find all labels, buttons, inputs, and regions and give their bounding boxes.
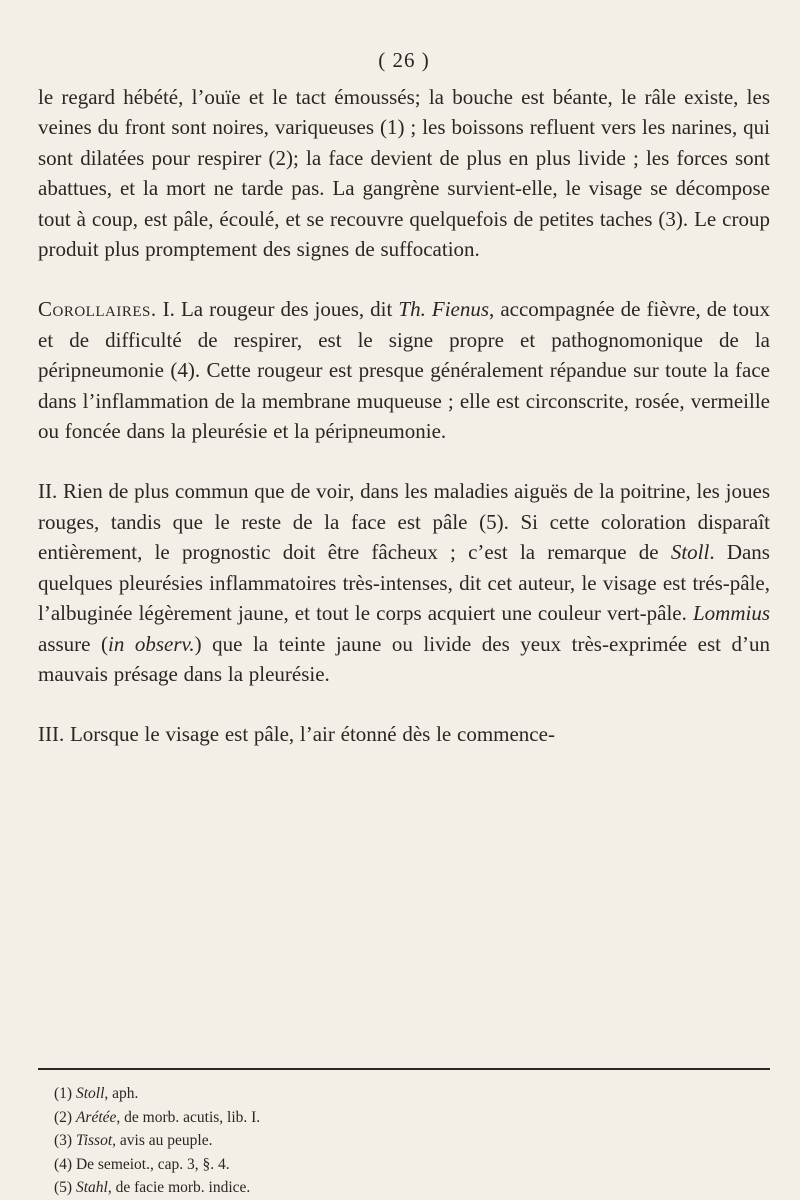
- corollary-2-text-c: assure (: [38, 631, 109, 656]
- footnote-5: [54, 1176, 754, 1200]
- footnote-ref: , de facie morb. indice.: [107, 1179, 251, 1196]
- footnote-author: Stahl: [75, 1179, 108, 1196]
- corollary-1-text-b: , accompagnée de fièvre, de toux et de difficulté de respirer, est le signe propre et pathognomonique de la péripneumonie (4). Cette rougeur est presque généralement répandue sur toute la face dans l’inflammation de la membrane muqueuse ; elle est circonscrite, rosée, vermeille ou foncée dans la pleurésie et la péripneumonie.: [38, 297, 770, 444]
- footnote-author: Stoll: [75, 1085, 105, 1102]
- corollary-1-text-a: I. La rougeur des joues, dit: [162, 297, 399, 322]
- corollary-2-text-b: . Dans quelques pleurésies inflammatoires très-intenses, dit cet auteur, le visage est trés-pâle, l’albuginée légèrement jaune, et tout le corps acquiert une couleur vert-pâle.: [38, 540, 770, 626]
- corollary-2-text-a: II. Rien de plus commun que de voir, dans les maladies aiguës de la poitrine, les joues rouges, tandis que le reste de la face est pâle (5). Si cette coloration disparaît entièrement, le prognostic doit être fâcheux ; c’est la remarque de: [38, 479, 770, 565]
- footnote-ref: , avis au peuple.: [112, 1132, 213, 1149]
- footnote-author: Tissot: [75, 1132, 113, 1149]
- page-number: ( 26 ): [378, 48, 430, 72]
- footnote-mark: (3): [54, 1132, 76, 1149]
- footnote-2: [54, 1106, 754, 1130]
- footnote-mark: (5): [54, 1179, 76, 1196]
- footnotes: [54, 1082, 754, 1200]
- corollary-3-paragraph: III. Lorsque le visage est pâle, l’air étonné dès le commence-: [38, 722, 555, 747]
- footnote-ref: De semeiot., cap. 3, §. 4.: [75, 1155, 230, 1173]
- intro-paragraph: le regard hébété, l’ouïe et le tact émoussés; la bouche est béante, le râle existe, les veines du front sont noires, variqueuses (1) ; les boissons refluent vers les narines, qui sont dilatées pour respirer (2); la face devient de plus en plus livide ; les forces sont abattues, et la mort ne tarde pas. La gangrène survient-elle, le visage se décompose tout à coup, est pâle, écoulé, et se recouvre quelquefois de petites taches (3). Le croup produit plus promptement des signes de suffocation.: [38, 85, 770, 262]
- reference-in-observ: in observ.: [108, 631, 195, 656]
- corollary-1-paragraph: [38, 294, 770, 446]
- footnote-3: [54, 1129, 754, 1153]
- footnote-1: [54, 1082, 754, 1106]
- footnote-mark: (2): [54, 1108, 76, 1126]
- footnote-4: [54, 1153, 754, 1177]
- footnote-ref: , de morb. acutis, lib. I.: [116, 1108, 261, 1126]
- footnote-divider: [38, 1068, 770, 1070]
- main-text: [38, 82, 770, 750]
- footnote-mark: (4): [54, 1155, 76, 1173]
- author-fienus: Th. Fienus: [398, 297, 490, 322]
- corollary-2-paragraph: [38, 476, 770, 689]
- author-lommius: Lommius: [692, 601, 770, 626]
- corollaires-heading: Corollaires.: [38, 297, 157, 322]
- corollary-2-text-d: ) que la teinte jaune ou livide des yeux très-exprimée est d’un mauvais présage dans la pleurésie.: [38, 631, 770, 686]
- footnote-mark: (1): [54, 1085, 76, 1102]
- footnote-ref: , aph.: [104, 1085, 139, 1102]
- author-stoll: Stoll: [670, 540, 710, 565]
- footnote-author: Arétée: [75, 1108, 117, 1126]
